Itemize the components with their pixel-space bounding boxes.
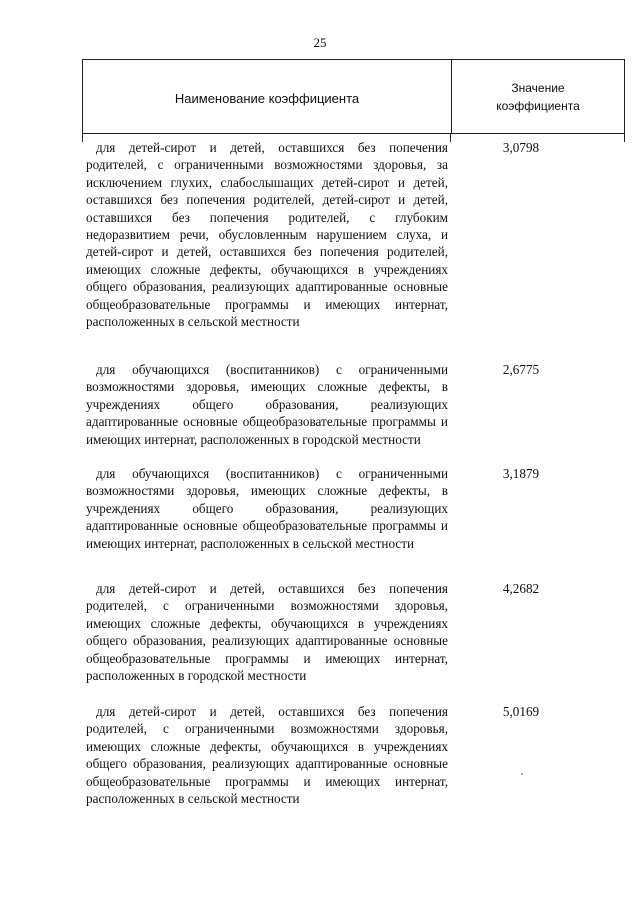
- coefficient-description: для детей-сирот и детей, оставшихся без попечения родителей, с ограниченными возможностями здоровья, имеющих сложные дефекты, обучающихся в учреждениях общего образования, реализующих адаптированные основные общеобразовательные программы и имеющих интернат, расположенных в городской местности: [86, 581, 448, 684]
- column-header-value: [452, 60, 624, 133]
- coefficient-value: 4,2682: [502, 581, 540, 596]
- scan-speck: [521, 773, 523, 775]
- column-header-name: Наименование коэффициента: [174, 91, 360, 106]
- coefficient-description: для обучающихся (воспитанников) с ограниченными возможностями здоровья, имеющих сложные дефекты, в учреждениях общего образования, реализующих адаптированные основные общеобразовательные программы и имеющих интернат, расположенных в сельской местности: [86, 466, 448, 551]
- page-number: 25: [313, 35, 327, 50]
- table-border-mid: [450, 134, 451, 142]
- table-border-right: [624, 134, 625, 142]
- coefficient-description: для обучающихся (воспитанников) с ограниченными возможностями здоровья, имеющих сложные дефекты, в учреждениях общего образования, реализующих адаптированные основные общеобразовательные программы и имеющих интернат, расположенных в городской местности: [86, 362, 448, 447]
- coefficient-value: 3,0798: [502, 140, 540, 155]
- coefficient-value: 5,0169: [502, 704, 540, 719]
- column-header-value-line2: коэффициента: [496, 98, 580, 113]
- coefficient-value: 2,6775: [502, 362, 540, 377]
- table-border-left: [82, 134, 83, 142]
- coefficient-description: для детей-сирот и детей, оставшихся без попечения родителей, с ограниченными возможностями здоровья, имеющих сложные дефекты, обучающихся в учреждениях общего образования, реализующих адаптированные основные общеобразовательные программы и имеющих интернат, расположенных в сельской местности: [86, 704, 448, 807]
- coefficient-description: для детей-сирот и детей, оставшихся без попечения родителей, с ограниченными возможностями здоровья, за исключением глухих, слабослышащих детей-сирот и детей, оставшихся без попечения родителей, детей-сирот и детей, оставшихся без попечения родителей, с глубоким недоразвитием речи, обусловленным нарушением слуха, и детей-сирот и детей, оставшихся без попечения родителей, имеющих сложные дефекты, обучающихся в учреждениях общего образования, реализующих адаптированные основные общеобразовательные программы и имеющих интернат, расположенных в сельской местности: [86, 140, 448, 330]
- column-header-value-line1: Значение: [511, 80, 565, 95]
- table-header: [82, 59, 625, 134]
- coefficient-value: 3,1879: [502, 466, 540, 481]
